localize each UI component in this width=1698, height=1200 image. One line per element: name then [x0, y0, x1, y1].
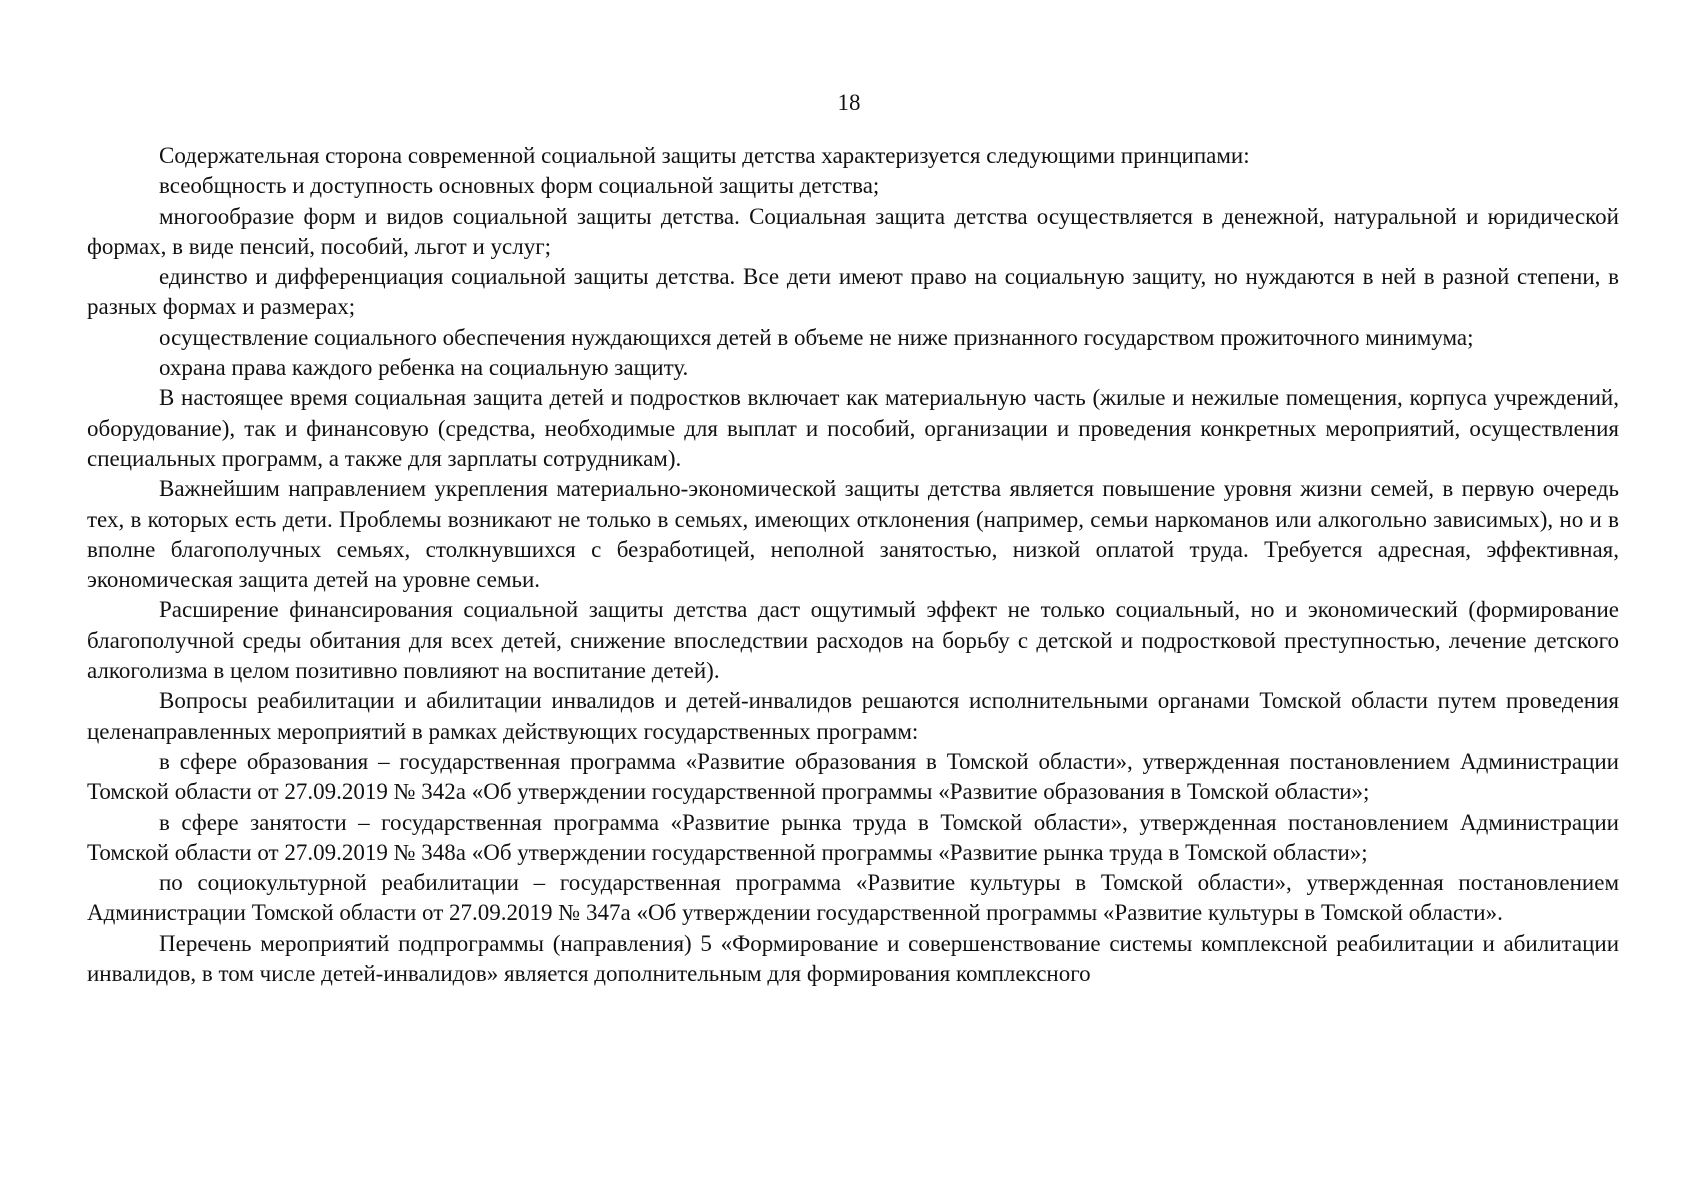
paragraph-education-program: в сфере образования – государственная программа «Развитие образования в Томской области», утвержденная постановлением Администрации Томской области от 27.09.2019 № 342а «Об утверждении государственной программы «Развитие образования в Томской области»;	[87, 748, 1619, 805]
page-number: 18	[837, 90, 861, 115]
paragraph-principle-protection: охрана права каждого ребенка на социальную защиту.	[159, 355, 689, 381]
paragraph-principle-universality: всеобщность и доступность основных форм социальной защиты детства;	[159, 173, 880, 199]
paragraph-employment-program: в сфере занятости – государственная программа «Развитие рынка труда в Томской области», утвержденная постановлением Администрации Томской области от 27.09.2019 № 348а «Об утверждении государственной программы «Развитие рынка труда в Томской области»;	[87, 809, 1619, 865]
paragraph-principles-intro: Содержательная сторона современной социальной защиты детства характеризуется следующими принципами:	[159, 143, 1250, 168]
paragraph-principle-unity: единство и дифференциация социальной защиты детства. Все дети имеют право на социальную защиту, но нуждаются в ней в разной степени, в разных формах и размерах;	[87, 264, 1619, 320]
document-body	[87, 141, 1619, 989]
paragraph-rehabilitation: Вопросы реабилитации и абилитации инвалидов и детей-инвалидов решаются исполнительными органами Томской области путем проведения целенаправленных мероприятий в рамках действующих государственных программ:	[87, 688, 1619, 744]
paragraph-principle-minimum: осуществление социального обеспечения нуждающихся детей в объеме не ниже признанного государством прожиточного минимума;	[159, 324, 1474, 350]
paragraph-culture-program: по социокультурной реабилитации – государственная программа «Развитие культуры в Томской области», утвержденная постановлением Администрации Томской области от 27.09.2019 № 347а «Об утверждении государственной программы «Развитие культуры в Томской области».	[87, 870, 1619, 926]
paragraph-principle-diversity: многообразие форм и видов социальной защиты детства. Социальная защита детства осуществляется в денежной, натуральной и юридической формах, в виде пенсий, пособий, льгот и услуг;	[87, 203, 1619, 259]
paragraph-funding-effect: Расширение финансирования социальной защиты детства даст ощутимый эффект не только социальный, но и экономический (формирование благополучной среды обитания для всех детей, снижение впоследствии расходов на борьбу с детской и подростковой преступностью, лечение детского алкоголизма в целом позитивно повлияют на воспитание детей).	[87, 597, 1619, 684]
paragraph-subprogram-list: Перечень мероприятий подпрограммы (направления) 5 «Формирование и совершенствование системы комплексной реабилитации и абилитации инвалидов, в том числе детей-инвалидов» является дополнительным для формирования комплексного	[87, 930, 1619, 987]
paragraph-living-standards: Важнейшим направлением укрепления материально-экономической защиты детства является повышение уровня жизни семей, в первую очередь тех, в которых есть дети. Проблемы возникают не только в семьях, имеющих отклонения (например, семьи наркоманов или алкогольно зависимых), но и в вполне благополучных семьях, столкнувшихся с безработицей, неполной занятостью, низкой оплатой труда. Требуется адресная, эффективная, экономическая защита детей на уровне семьи.	[87, 476, 1619, 593]
paragraph-material-financial: В настоящее время социальная защита детей и подростков включает как материальную часть (жилые и нежилые помещения, корпуса учреждений, оборудование), так и финансовую (средства, необходимые для выплат и пособий, организации и проведения конкретных мероприятий, осуществления специальных программ, а также для зарплаты сотрудникам).	[87, 385, 1619, 471]
